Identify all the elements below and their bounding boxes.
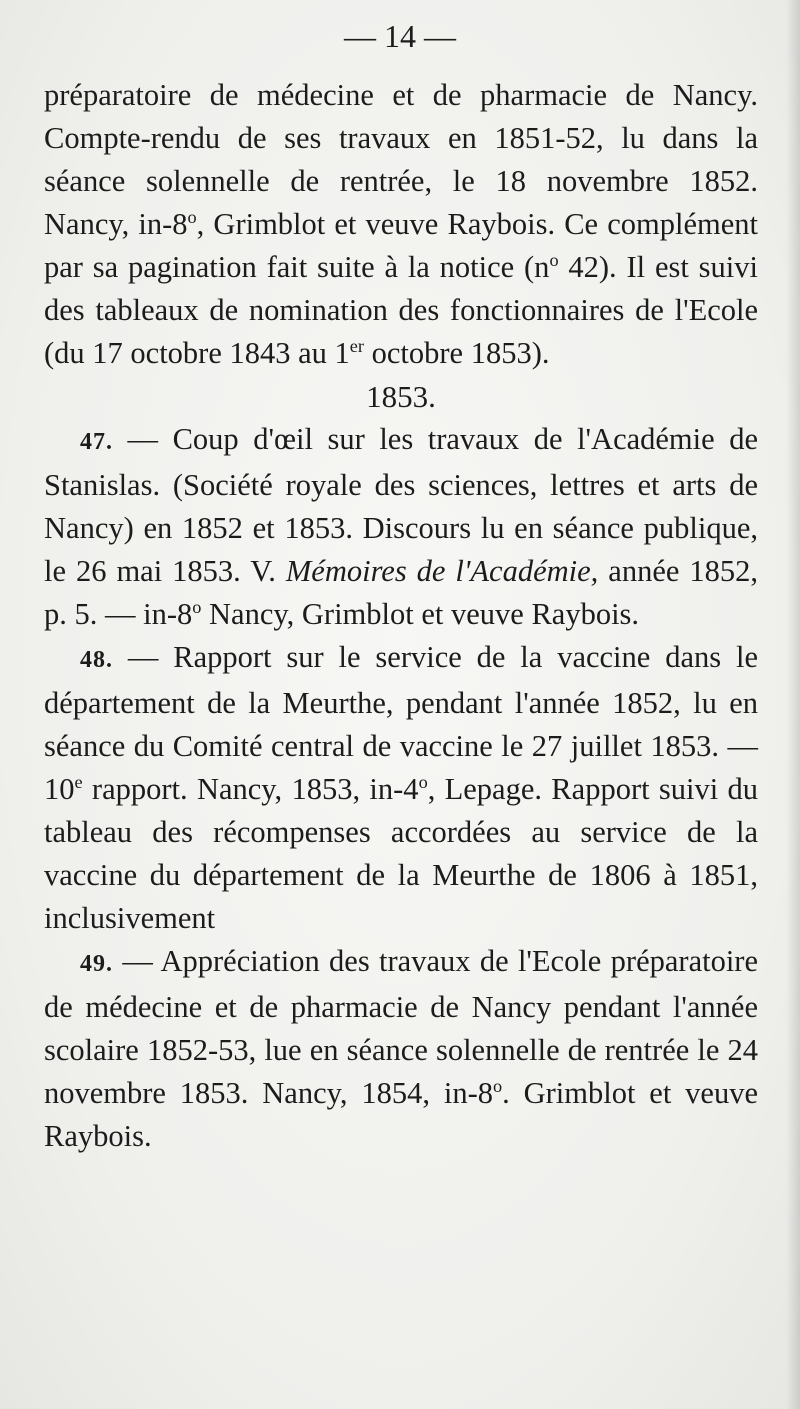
entry-number: 49.: [80, 951, 113, 977]
year-heading: 1853.: [366, 379, 436, 414]
page-edge-shadow: [786, 0, 800, 1409]
intro-paragraph: préparatoire de médecine et de pharmacie de Nancy. Compte-rendu de ses travaux en 1851-52, lu dans la séance solennelle de rentrée, le 18 novembre 1852. Nancy, in-8$^o$, Grimblot et veuve Raybois. Ce complément par sa pagination fait suite à la notice ($n^o$ 42). Il est suivi des tableaux de nomination des fonctionnaires de l'Ecole (du 17 octobre 1843 au 1er octobre 1853).: [44, 78, 758, 370]
page-number-header: — 14 —: [344, 18, 456, 54]
page-body: [44, 74, 758, 1158]
entry-number: 47.: [80, 429, 113, 455]
entry-48: 48. — Rapport sur le service de la vaccine dans le département de la Meurthe, pendant l'année 1852, lu en séance du Comité central de vaccine le 27 juillet 1853. — 10e rapport. Nancy, 1853, in-4$^o$, Lepage. Rapport suivi du tableau des récompenses accordées au service de la vaccine du département de la Meurthe de 1806 à 1851, inclusivement: [44, 640, 759, 935]
entry-49: 49. — Appréciation des travaux de l'Ecole préparatoire de médecine et de pharmacie de Nancy pendant l'année scolaire 1852-53, lue en séance solennelle de rentrée le 24 novembre 1853. Nancy, 1854, in-8$^o$. Grimblot et veuve Raybois.: [44, 944, 758, 1153]
entry-47: 47. — Coup d'œil sur les travaux de l'Académie de Stanislas. (Société royale des sciences, lettres et arts de Nancy) en 1852 et 1853. Discours lu en séance publique, le 26 mai 1853. V. Mémoires de l'Académie, année 1852, p. 5. — in-8$^o$ Nancy, Grimblot et veuve Raybois.: [44, 422, 758, 631]
entry-number: 48.: [80, 647, 113, 673]
